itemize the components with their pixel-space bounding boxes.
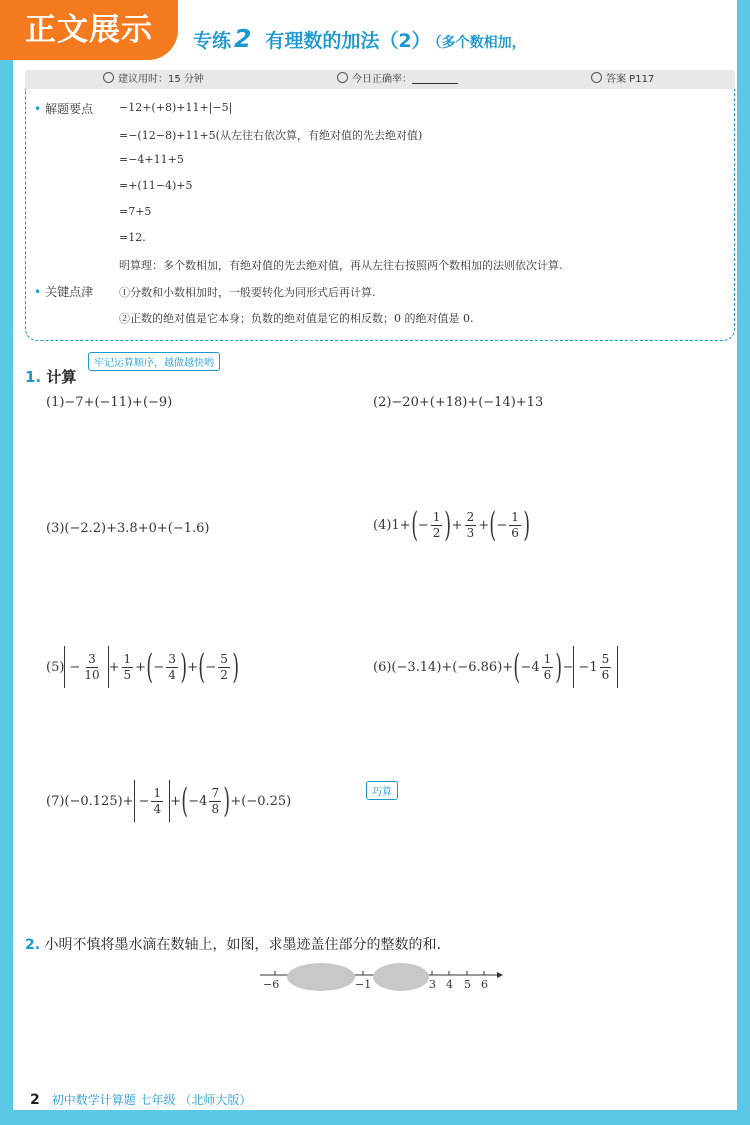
clever-calc-tag: 巧算 bbox=[366, 781, 398, 800]
axis-label: 4 bbox=[446, 978, 453, 991]
step-line: =−(12−8)+11+5(从左往右依次算，有绝对值的先去绝对值) bbox=[119, 129, 423, 142]
topic-number: 2 bbox=[234, 24, 252, 53]
problem-2: (2)−20+(+18)+(−14)+13 bbox=[373, 395, 544, 410]
problem-3: (3)(−2.2)+3.8+0+(−1.6) bbox=[46, 521, 210, 536]
answer-info: 答案 P117 bbox=[591, 70, 654, 89]
clock-icon bbox=[103, 72, 114, 83]
question-1-heading: 1. 计算 bbox=[25, 368, 77, 386]
tip-line: ②正数的绝对值是它本身；负数的绝对值是它的相反数；0 的绝对值是 0. bbox=[119, 312, 474, 325]
topic-title: 有理数的加法（2） bbox=[265, 30, 431, 52]
accuracy-info: 今日正确率： bbox=[337, 70, 458, 89]
axis-label: 3 bbox=[429, 978, 436, 991]
axis-label: −1 bbox=[355, 978, 372, 991]
check-icon bbox=[337, 72, 348, 83]
step-line: =+(11−4)+5 bbox=[119, 179, 193, 192]
problem-5: (5) − 3 10 + 1 5 + ( − 3 4 ) + ( − 5 2 ) bbox=[46, 647, 239, 687]
problem-6: (6)(−3.14)+(−6.86)+ ( −4 1 6 ) − −1 5 6 bbox=[373, 646, 618, 688]
book-title: 初中数学计算题 七年级 （北师大版） bbox=[51, 1093, 252, 1107]
axis-label: −6 bbox=[263, 978, 280, 991]
tip-line: ①分数和小数相加时，一般要转化为同形式后再计算. bbox=[119, 286, 376, 299]
page-number: 2 bbox=[30, 1092, 40, 1108]
method-summary: 明算理：多个数相加，有绝对值的先去绝对值，再从左往右按照两个数相加的法则依次计算. bbox=[119, 259, 563, 272]
info-bar bbox=[25, 70, 735, 89]
key-points-label: • 解题要点 bbox=[34, 100, 93, 117]
step-line: =−4+11+5 bbox=[119, 153, 184, 166]
hint-bubble: 牢记运算顺序，越做越快哟 bbox=[88, 352, 220, 371]
section-badge: 正文展示 bbox=[0, 0, 178, 60]
accuracy-blank[interactable] bbox=[412, 73, 458, 84]
page-title bbox=[193, 24, 526, 53]
axis-label: 5 bbox=[464, 978, 471, 991]
step-line: =12. bbox=[119, 231, 146, 244]
page-footer bbox=[30, 1091, 251, 1108]
time-info: 建议用时：15 分钟 bbox=[103, 70, 204, 89]
axis-label: 6 bbox=[481, 978, 488, 991]
number-line bbox=[255, 960, 505, 994]
problem-1: (1)−7+(−11)+(−9) bbox=[46, 395, 173, 410]
question-2: 2. 小明不慎将墨水滴在数轴上，如图，求墨迹盖住部分的整数的和. bbox=[25, 937, 441, 953]
problem-4: (4)1+ ( − 1 2 ) + 2 3 + ( − 1 6 ) bbox=[373, 505, 530, 545]
key-tips-label: • 关键点津 bbox=[34, 283, 93, 300]
topic-prefix: 专练 bbox=[193, 30, 232, 52]
pen-icon bbox=[591, 72, 602, 83]
step-line: −12+(+8)+11+|−5| bbox=[119, 101, 233, 114]
ink-blot bbox=[287, 963, 355, 991]
problem-7: (7)(−0.125)+ − 1 4 + ( −4 7 8 ) +(−0.25) bbox=[46, 781, 292, 821]
step-line: =7+5 bbox=[119, 205, 152, 218]
ink-blot bbox=[373, 963, 429, 991]
topic-subtitle: （多个数相加， bbox=[434, 35, 526, 51]
